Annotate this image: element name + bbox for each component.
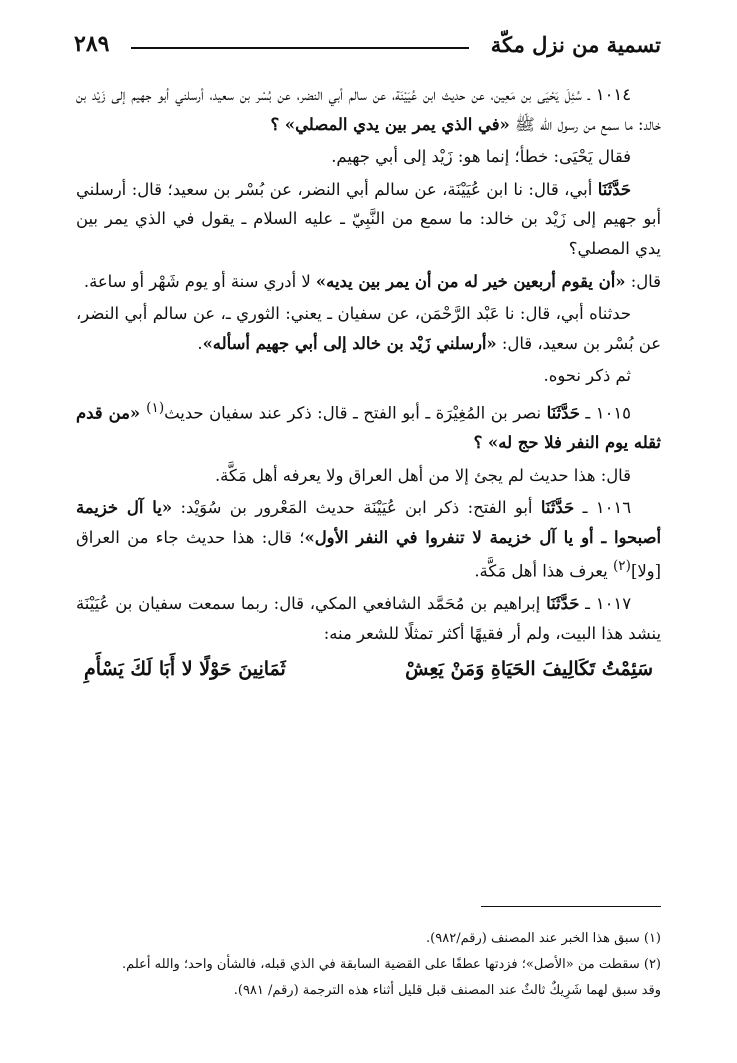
- hadith-quote: «أن يقوم أربعين خير له من أن يمر بين يديه»: [315, 271, 626, 291]
- main-text: [76, 80, 661, 684]
- paragraph-thawri-chain: [76, 299, 661, 358]
- haddathana-word: حَدَّثَنَا: [546, 594, 580, 614]
- paragraph-isnad: [76, 175, 661, 264]
- text-run: نصر بن المُغِيْرَة ـ أبو الفتح ـ قال: ذكر عند سفيان حديث: [164, 403, 547, 423]
- page-number: ٢٨٩: [74, 31, 110, 57]
- text-run: ١٠١٧ ـ: [579, 594, 631, 614]
- footnote-2-continued: وقد سبق لهما شَرِيكٌ ثالثٌ عند المصنف قبل قليل أثناء هذه الترجمة (رقم/ ٩٨١).: [233, 983, 661, 998]
- footnote-rule: [481, 906, 661, 907]
- text-run: ؟: [270, 114, 285, 134]
- text-run: إبراهيم بن مُحَمَّد الشافعي المكي، قال: ربما سمعت سفيان بن عُيَيْنَة ينشد هذا البيت، ولم أر فقيهًا أكثر تمثلًا للشعر منه:: [76, 594, 661, 644]
- paragraph-hadith-answer: [76, 267, 661, 297]
- text-run: لا أدري سنة أو يوم شَهْر أو ساعة.: [83, 271, 316, 291]
- paragraph-yahya-reply: فقال يَحْيَى: خطأ؛ إنما هو: زَيْد إلى أبي جهيم.: [331, 147, 631, 167]
- footnotes: [60, 926, 661, 1004]
- haddathana-word: حَدَّثَنَا: [540, 498, 575, 518]
- text-run: يعرف هذا أهل مَكَّة.: [474, 561, 613, 581]
- hadith-quote: «في الذي يمر بين يدي المصلي»: [284, 114, 510, 134]
- text-run: ؛ قال: هذا حديث جاء من العراق [ولا]: [76, 527, 661, 581]
- paragraph-1015: [76, 394, 661, 458]
- text-run: ؟: [473, 433, 489, 452]
- text-run: أبي، قال: نا ابن عُيَيْنَة، عن سالم أبي النضر، عن بُسْر بن سعيد؛ قال: أرسلني أبو جهيم إلى زَيْد بن خالد: ما سمع من النَّبِيّ ـ عليه السلام ـ يقول في الذي يمر بين يدي المصلي؟: [76, 179, 661, 258]
- text-run: قال:: [625, 271, 661, 291]
- verse-second-hemistich: ثَمَانِينَ حَوْلًا لا أَبَا لَكَ يَسْأَمِ: [84, 657, 286, 680]
- footnote-1: (١) سبق هذا الخبر عند المصنف (رقم/٩٨٢).: [426, 931, 661, 946]
- hadith-quote: «يا آل خزيمة أصبحوا ـ أو يا آل خزيمة لا تنفروا في النفر الأول»: [76, 498, 661, 547]
- hadith-quote: «من قدم ثقله يوم النفر فلا حج له»: [76, 403, 661, 452]
- paragraph-1014: [76, 80, 661, 139]
- paragraph-1016: [76, 493, 661, 586]
- verse-first-hemistich: سَئِمْتُ تَكَالِيفَ الحَيَاةِ وَمَنْ يَعِشْ: [405, 657, 653, 680]
- paragraph-1017: [76, 589, 661, 648]
- haddathana-word: حَدَّثَنَا: [546, 403, 580, 423]
- text-run: ١٠١٤ ـ سُئِلَ يَحْيَى بن مَعِين، عن حديث ابن عُيَيْنَة، عن سالم أبي النضر، عن بُسْر بن سعيد، أرسلني أبو جهيم إلى زَيْد بن خالد: ما سمع من رسول الله ﷺ: [76, 85, 661, 134]
- paragraph-similar: ثم ذكر نحوه.: [543, 366, 631, 386]
- text-run: ١٠١٦ ـ: [574, 498, 631, 518]
- page-header: [74, 26, 661, 62]
- text-run: أبو الفتح: ذكر ابن عُيَيْنَة حديث المَعْرور بن سُوَيْد:: [172, 498, 541, 518]
- running-title: تسمية من نزل مكّة: [490, 31, 661, 57]
- poetry-verse: [76, 655, 661, 685]
- footnote-marker-1[interactable]: (١): [146, 399, 165, 416]
- text-run: .: [197, 333, 203, 353]
- text-run: حدثناه أبي، قال: نا عَبْد الرَّحْمَن، عن سفيان ـ يعني: الثوري ـ، عن سالم أبي النضر، عن بُسْر بن سعيد، قال:: [76, 304, 661, 353]
- footnote-marker-2[interactable]: (٢): [612, 558, 631, 575]
- haddathana-word: حَدَّثَنَا: [597, 179, 631, 199]
- paragraph-iraq-remark: قال: هذا حديث لم يجئ إلا من أهل العراق ولا يعرفه أهل مَكَّة.: [214, 465, 631, 485]
- footnote-2: (٢) سقطت من «الأصل»؛ فزدتها عطفًا على القضية السابقة في الذي قبله، فالشأن واحد؛ والله أعلم.: [122, 957, 661, 972]
- header-rule: [131, 47, 468, 49]
- text-run: ١٠١٥ ـ: [579, 403, 631, 423]
- hadith-quote: «أرسلني زَيْد بن خالد إلى أبي جهيم أسأله»: [202, 333, 497, 353]
